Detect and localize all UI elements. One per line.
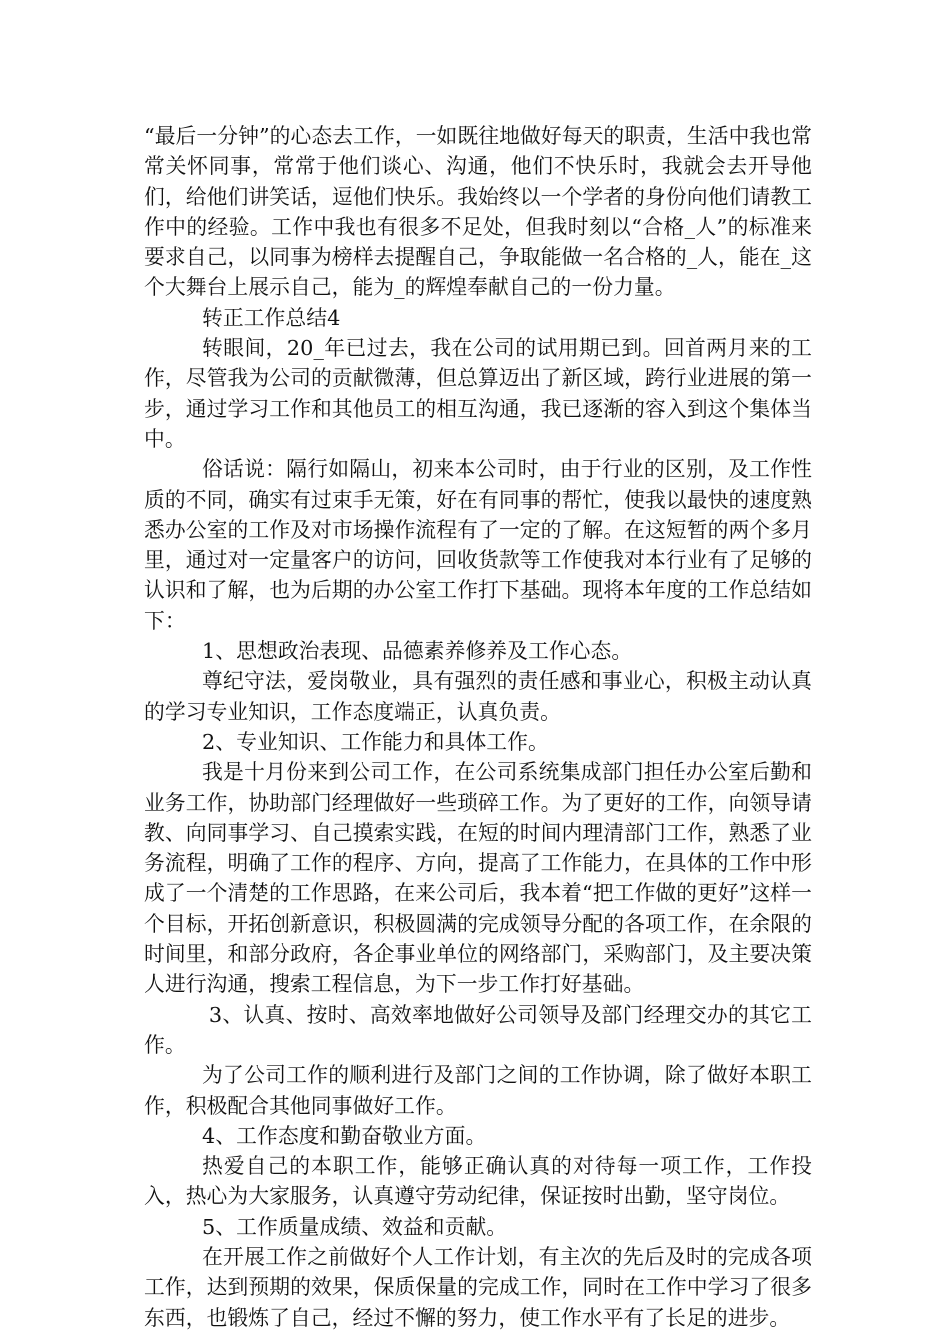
paragraph: 转眼间，20_年已过去，我在公司的试用期已到。回首两月来的工作，尽管我为公司的贡献微薄，但总算迈出了新区域，跨行业进展的第一步，通过学习工作和其他员工的相互沟通，我已逐渐的容入到这个集体当中。: [144, 336, 812, 451]
paragraph: 热爱自己的本职工作，能够正确认真的对待每一项工作，工作投入，热心为大家服务，认真遵守劳动纪律，保证按时出勤，坚守岗位。: [144, 1154, 812, 1209]
paragraph: 俗话说：隔行如隔山，初来本公司时，由于行业的区别，及工作性质的不同，确实有过束手无策，好在有同事的帮忙，使我以最快的速度熟悉办公室的工作及对市场操作流程有了一定的了解。在这短暂的两个多月里，通过对一定量客户的访问，回收货款等工作使我对本行业有了足够的认识和了解，也为后期的办公室工作打下基础。现将本年度的工作总结如下：: [144, 457, 812, 633]
paragraph-continuation: “最后一分钟”的心态去工作，一如既往地做好每天的职责，生活中我也常常关怀同事，常常于他们谈心、沟通，他们不快乐时，我就会去开导他们，给他们讲笑话，逗他们快乐。我始终以一个学者的身份向他们请教工作中的经验。工作中我也有很多不足处，但我时刻以“合格_人”的标准来要求自己，以同事为榜样去提醒自己，争取能做一名合格的_人，能在_这个大舞台上展示自己，能为_的辉煌奉献自己的一份力量。: [144, 124, 812, 300]
list-heading: 5、工作质量成绩、效益和贡献。: [202, 1214, 508, 1239]
list-heading: 3、认真、按时、高效率地做好公司领导及部门经理交办的其它工作。: [144, 1002, 812, 1057]
section-heading: 转正工作总结4: [202, 305, 341, 330]
paragraph: 我是十月份来到公司工作，在公司系统集成部门担任办公室后勤和业务工作，协助部门经理做好一些琐碎工作。为了更好的工作，向领导请教、向同事学习、自己摸索实践，在短的时间内理清部门工作，熟悉了业务流程，明确了工作的程序、方向，提高了工作能力，在具体的工作中形成了一个清楚的工作思路，在来公司后，我本着“把工作做的更好”这样一个目标，开拓创新意识，积极圆满的完成领导分配的各项工作，在余限的时间里，和部分政府，各企事业单位的网络部门，采购部门，及主要决策人进行沟通，搜索工程信息，为下一步工作打好基础。: [144, 760, 812, 997]
document-body: [144, 121, 812, 1333]
paragraph: 尊纪守法，爱岗敬业，具有强烈的责任感和事业心，积极主动认真的学习专业知识，工作态度端正，认真负责。: [144, 669, 812, 724]
list-heading: 1、思想政治表现、品德素养修养及工作心态。: [202, 639, 633, 664]
list-heading: 2、专业知识、工作能力和具体工作。: [202, 729, 549, 754]
list-heading: 4、工作态度和勤奋敬业方面。: [202, 1123, 487, 1148]
paragraph: 在开展工作之前做好个人工作计划，有主次的先后及时的完成各项工作，达到预期的效果，保质保量的完成工作，同时在工作中学习了很多东西，也锻炼了自己，经过不懈的努力，使工作水平有了长足的进步。: [144, 1244, 812, 1330]
paragraph: 为了公司工作的顺利进行及部门之间的工作协调，除了做好本职工作，积极配合其他同事做好工作。: [144, 1063, 812, 1118]
